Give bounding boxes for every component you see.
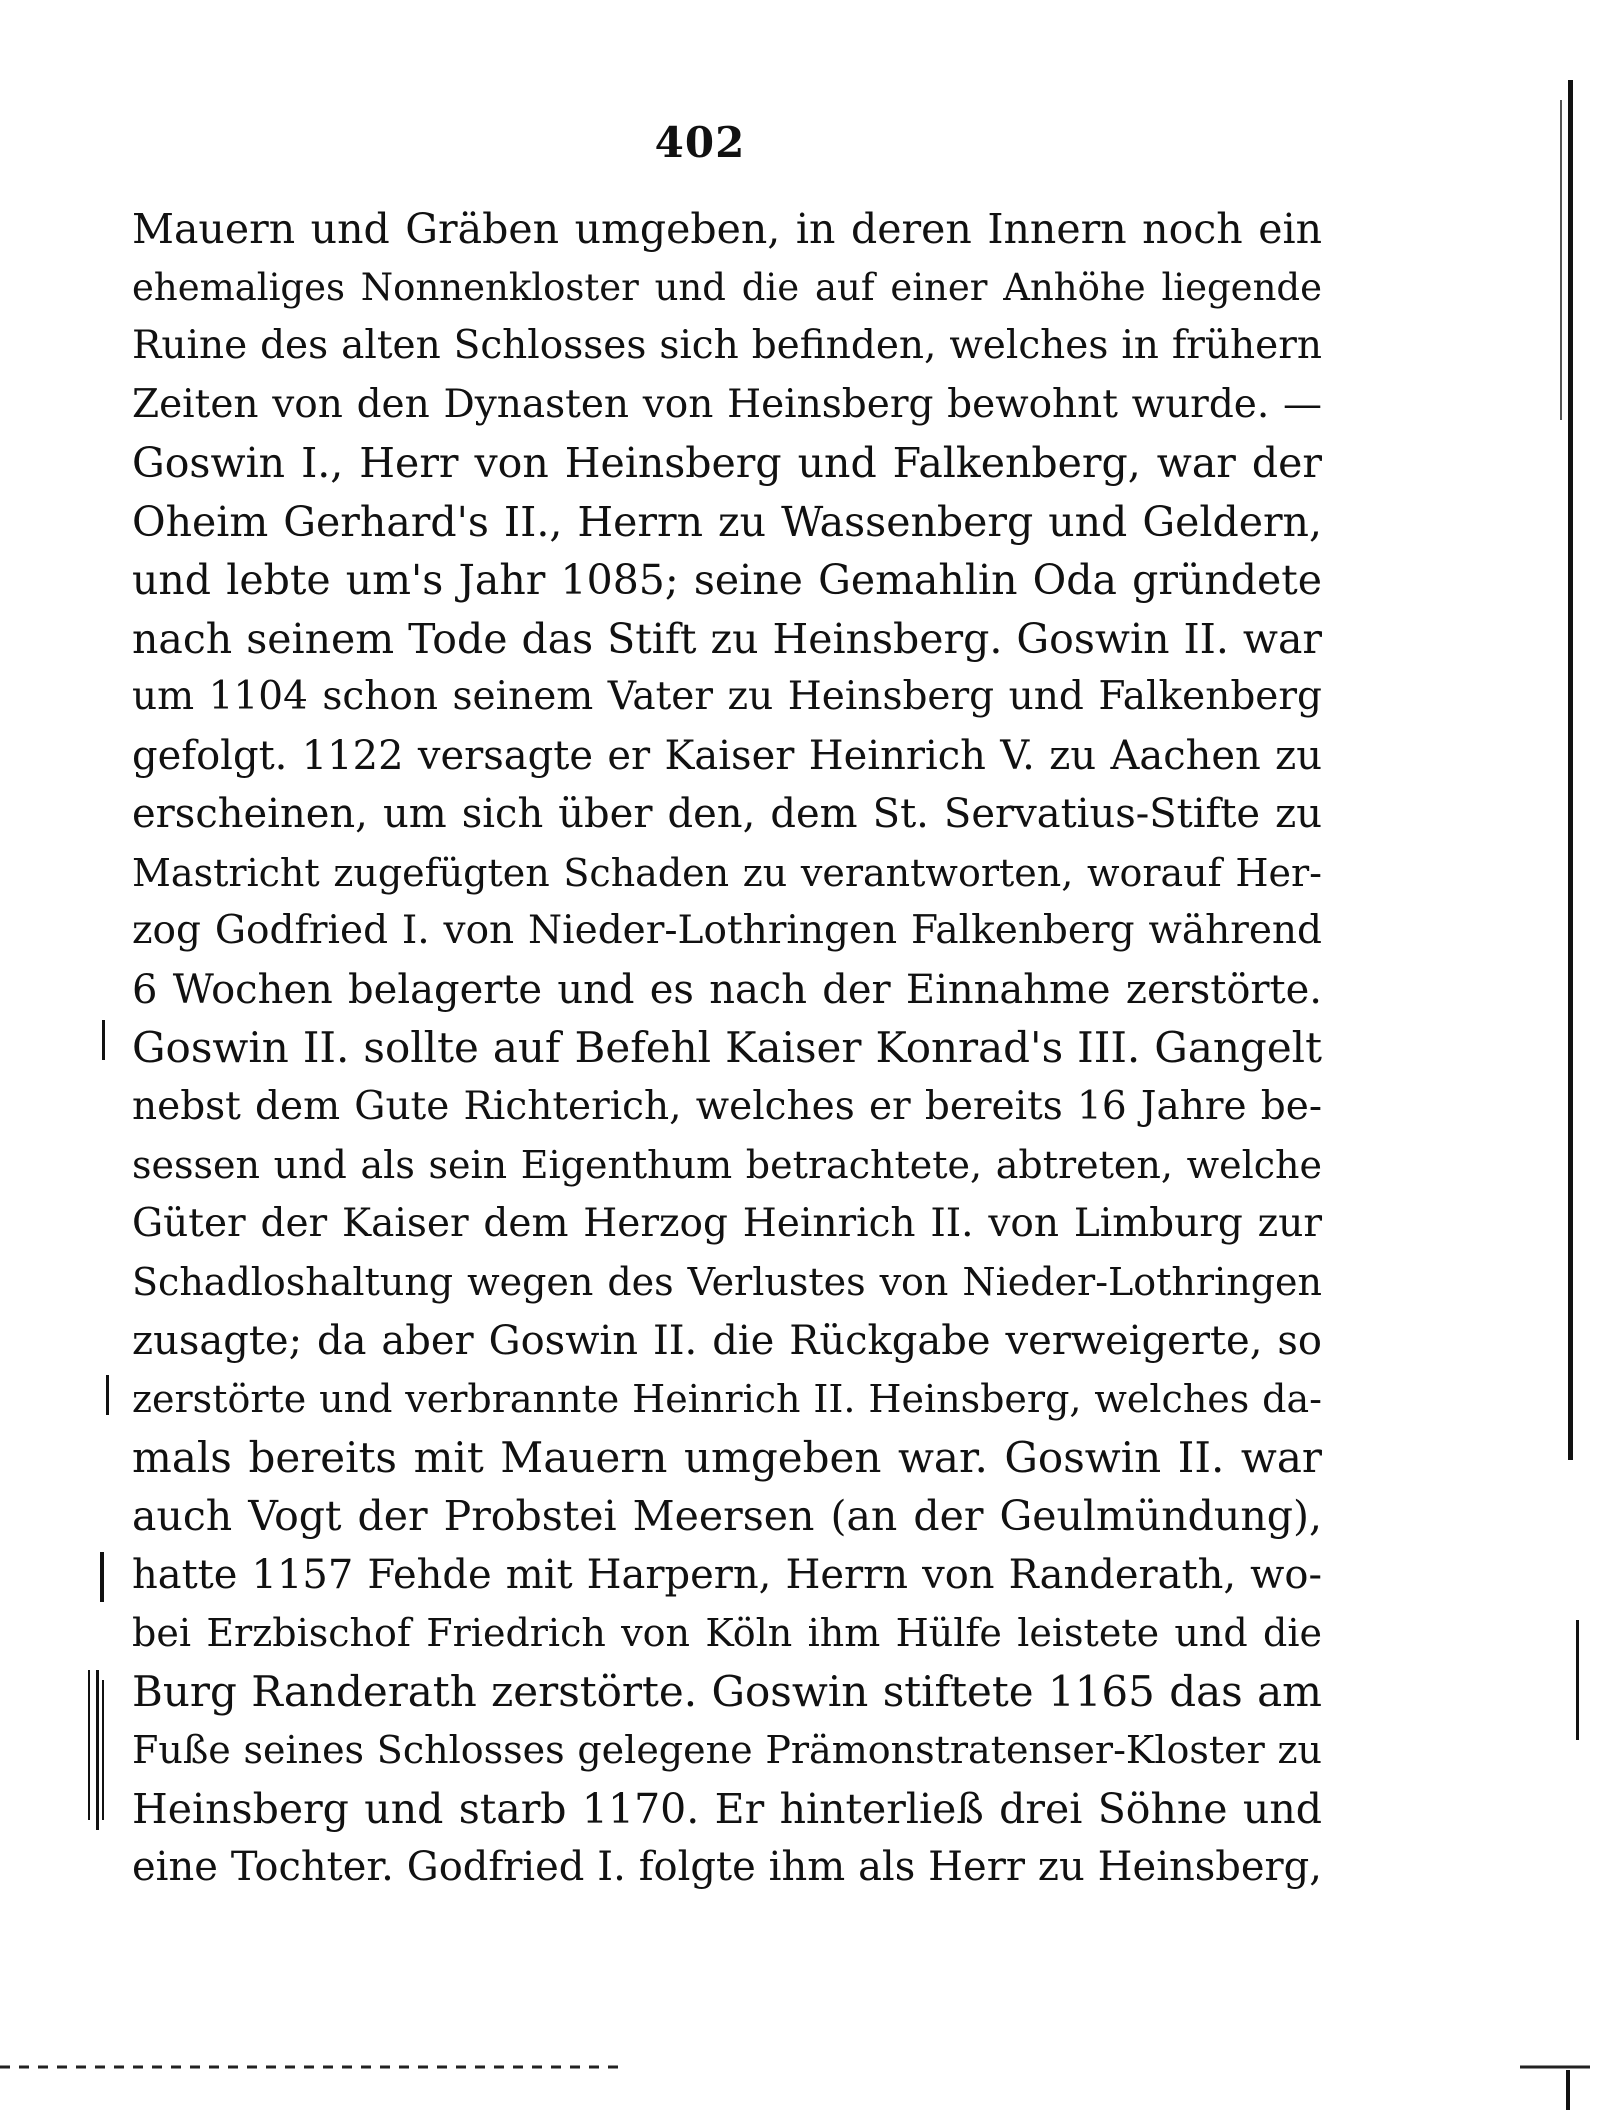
- text-line: zog Godfried I. von Nieder-Lothringen Falkenberg während: [132, 908, 1322, 953]
- text-line: Heinsberg und starb 1170. Er hinterließ drei Söhne und: [132, 1784, 1322, 1833]
- text-line: Mastricht zugefügten Schaden zu verantworten, worauf Her-: [132, 850, 1322, 895]
- text-line: auch Vogt der Probstei Meersen (an der Geulmündung),: [132, 1492, 1322, 1540]
- text-line: mals bereits mit Mauern umgeben war. Goswin II. war: [132, 1432, 1322, 1482]
- margin-mark: [96, 1670, 99, 1830]
- text-line: nach seinem Tode das Stift zu Heinsberg. Goswin II. war: [132, 614, 1322, 663]
- text-line: 6 Wochen belagerte und es nach der Einnahme zerstörte.: [132, 966, 1322, 1013]
- text-line: nebst dem Gute Richterich, welches er bereits 16 Jahre be-: [132, 1083, 1322, 1129]
- text-line: Burg Randerath zerstörte. Goswin stiftete 1165 das am: [132, 1666, 1322, 1716]
- text-line: Mauern und Gräben umgeben, in deren Innern noch ein: [132, 205, 1322, 253]
- text-line: Fuße seines Schlosses gelegene Prämonstratenser-Kloster zu: [132, 1728, 1322, 1772]
- text-line: Güter der Kaiser dem Herzog Heinrich II. von Limburg zur: [132, 1200, 1322, 1246]
- text-line: eine Tochter. Godfried I. folgte ihm als Herr zu Heinsberg,: [132, 1844, 1322, 1890]
- margin-mark: [102, 1680, 104, 1820]
- page-number: 402: [654, 118, 746, 167]
- text-line: Oheim Gerhard's II., Herrn zu Wassenberg und Geldern,: [132, 497, 1322, 546]
- text-line: bei Erzbischof Friedrich von Köln ihm Hülfe leistete und die: [132, 1611, 1322, 1655]
- text-line: zusagte; da aber Goswin II. die Rückgabe verweigerte, so: [132, 1317, 1322, 1364]
- text-line: sessen und als sein Eigenthum betrachtete, abtreten, welche: [132, 1143, 1322, 1187]
- text-line: Schadloshaltung wegen des Verlustes von Nieder-Lothringen: [132, 1260, 1322, 1304]
- text-line: hatte 1157 Fehde mit Harpern, Herrn von Randerath, wo-: [132, 1551, 1322, 1598]
- text-line: erscheinen, um sich über den, dem St. Servatius-Stifte zu: [132, 791, 1322, 837]
- text-line: um 1104 schon seinem Vater zu Heinsberg und Falkenberg: [132, 674, 1322, 719]
- scan-edge-shadow: [1548, 80, 1600, 2020]
- text-line: Goswin II. sollte auf Befehl Kaiser Konrad's III. Gangelt: [132, 1023, 1322, 1072]
- text-line: Zeiten von den Dynasten von Heinsberg bewohnt wurde. —: [132, 381, 1322, 427]
- text-line: ehemaliges Nonnenkloster und die auf einer Anhöhe liegende: [132, 265, 1322, 309]
- text-line: und lebte um's Jahr 1085; seine Gemahlin Oda gründete: [132, 556, 1322, 604]
- text-line: zerstörte und verbrannte Heinrich II. Heinsberg, welches da-: [132, 1377, 1322, 1421]
- text-line: Ruine des alten Schlosses sich befinden, welches in frühern: [132, 323, 1322, 368]
- margin-mark: [88, 1670, 90, 1820]
- body-text: [132, 200, 1322, 1897]
- scan-bottom-dashes: [0, 2062, 1600, 2072]
- text-line: gefolgt. 1122 versagte er Kaiser Heinrich V. zu Aachen zu: [132, 732, 1322, 779]
- margin-mark: [100, 1552, 104, 1602]
- margin-mark: [102, 1020, 105, 1060]
- text-line: Goswin I., Herr von Heinsberg und Falkenberg, war der: [132, 439, 1322, 487]
- margin-mark: [106, 1375, 109, 1415]
